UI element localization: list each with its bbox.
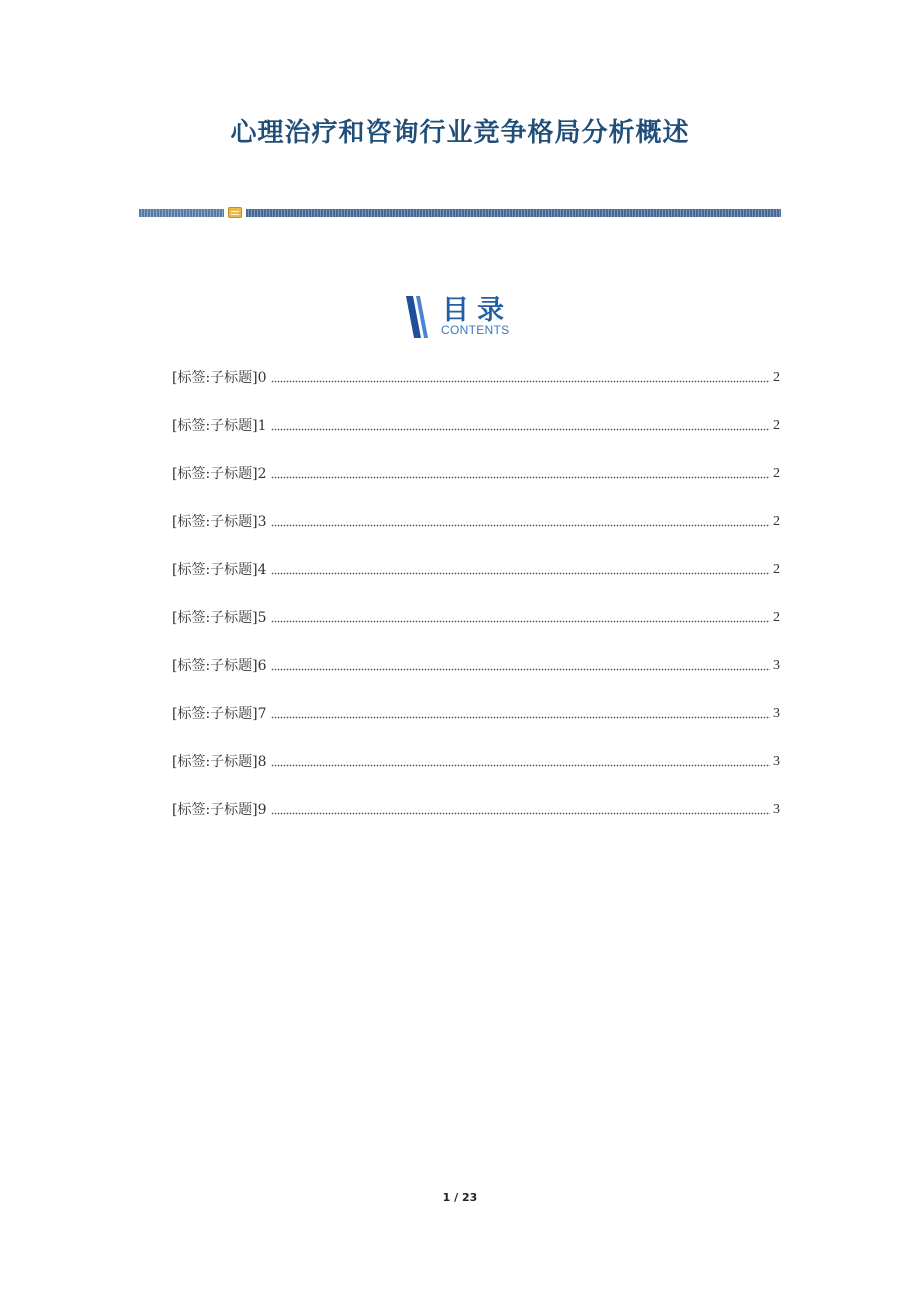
toc-entry-label: [标签:子标题]9 (172, 802, 267, 818)
toc-entry-page: 2 (773, 514, 780, 529)
toc-entry[interactable] (172, 752, 780, 800)
toc-dot-leader (271, 752, 770, 767)
toc-entry-label: [标签:子标题]4 (172, 562, 267, 578)
toc-list (172, 368, 780, 848)
toc-entry-label: [标签:子标题]5 (172, 610, 267, 626)
toc-entry[interactable] (172, 704, 780, 752)
toc-dot-leader (271, 608, 770, 623)
toc-dot-leader (271, 800, 770, 815)
toc-dot-leader (271, 368, 770, 383)
toc-entry[interactable] (172, 800, 780, 848)
toc-dot-leader (271, 560, 770, 575)
toc-entry-label: [标签:子标题]8 (172, 754, 267, 770)
toc-entry-page: 2 (773, 562, 780, 577)
toc-entry[interactable] (172, 416, 780, 464)
toc-entry-page: 2 (773, 370, 780, 385)
toc-entry-label: [标签:子标题]2 (172, 466, 267, 482)
toc-dot-leader (271, 416, 770, 431)
document-title: 心理治疗和咨询行业竞争格局分析概述 (230, 118, 690, 148)
toc-entry-label: [标签:子标题]6 (172, 658, 267, 674)
document-badge-icon (228, 207, 242, 218)
toc-entry[interactable] (172, 368, 780, 416)
toc-dot-leader (271, 512, 770, 527)
toc-heading (404, 292, 524, 342)
toc-entry-page: 2 (773, 418, 780, 433)
toc-entry[interactable] (172, 656, 780, 704)
toc-entry-page: 2 (773, 466, 780, 481)
slanted-bars-icon (404, 294, 432, 340)
toc-entry-page: 3 (773, 754, 780, 769)
toc-title: 目录 (442, 295, 512, 326)
toc-entry[interactable] (172, 512, 780, 560)
toc-entry-label: [标签:子标题]7 (172, 706, 267, 722)
toc-entry-page: 2 (773, 610, 780, 625)
toc-entry-label: [标签:子标题]0 (172, 370, 267, 386)
header-rule-right (246, 209, 781, 217)
toc-dot-leader (271, 464, 770, 479)
toc-subtitle: CONTENTS (441, 323, 510, 337)
toc-entry[interactable] (172, 464, 780, 512)
toc-entry-page: 3 (773, 802, 780, 817)
toc-dot-leader (271, 704, 770, 719)
toc-entry-label: [标签:子标题]1 (172, 418, 267, 434)
toc-entry[interactable] (172, 560, 780, 608)
toc-entry-page: 3 (773, 658, 780, 673)
toc-entry-page: 3 (773, 706, 780, 721)
toc-entry-label: [标签:子标题]3 (172, 514, 267, 530)
toc-entry[interactable] (172, 608, 780, 656)
page-indicator: 1 / 23 (442, 1191, 478, 1204)
header-rule-left (139, 209, 224, 217)
toc-dot-leader (271, 656, 770, 671)
